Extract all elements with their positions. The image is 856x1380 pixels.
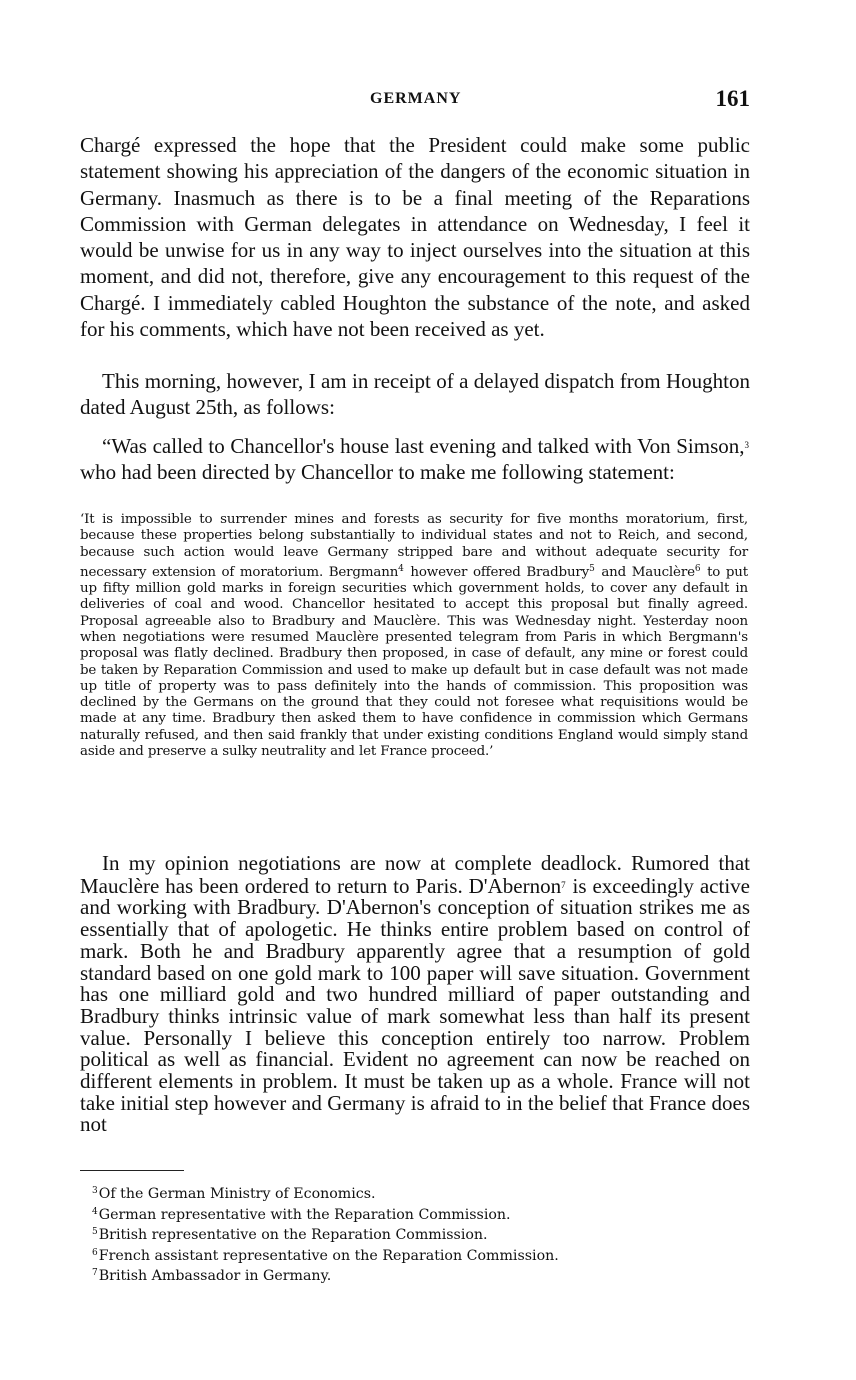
- block-quote-statement: [80, 512, 748, 760]
- footnote-ref-6: 6: [694, 563, 701, 574]
- footnote-6: [92, 1245, 692, 1266]
- chancellor-text-end: who had been directed by Chancellor to make me following statement:: [80, 460, 675, 485]
- footnote-5: [92, 1224, 692, 1245]
- footnote-mark: 5: [92, 1227, 98, 1238]
- footnotes-section: [92, 1183, 692, 1286]
- quote-text-2: however offered Bradbury: [404, 564, 590, 580]
- quote-text-4: to put up fifty million gold marks in foreign securities which government holds, to cover any default in deliveries of coal and wood. Chancellor hesitated to accept this proposal but finally agreed. Proposal agreeable also to Bradbury and Mauclère. This was Wednesday night. Yesterday noon when negotiations were resumed Mauclère presented telegram from Paris in which Bergmann's proposal was flatly declined. Bradbury then proposed, in case of default, any mine or forest could be taken by Reparation Commission and used to make up default but in case default was not made up title of property was to pass definitely into the hands of commission. This proposition was declined by the Germans on the ground that they could not foresee what requisitions would be made at any time. Bradbury then asked them to have confidence in commission which Germans naturally refused, and then said frankly that under existing conditions England would simply stand aside and preserve a sulky neutrality and let France proceed.’: [80, 564, 748, 759]
- footnote-ref-3: 3: [744, 440, 749, 450]
- page-number: 161: [715, 86, 750, 111]
- paragraph-delayed-dispatch: This morning, however, I am in receipt of a delayed dispatch from Houghton dated August 25th, as follows:: [80, 369, 750, 420]
- footnote-mark: 4: [92, 1206, 98, 1217]
- footnote-ref-7: 7: [561, 879, 566, 890]
- footnote-mark: 3: [92, 1186, 98, 1196]
- footnote-text: British Ambassador in Germany.: [98, 1268, 332, 1285]
- running-head: [80, 86, 750, 116]
- footnote-text: Of the German Ministry of Economics.: [98, 1186, 376, 1202]
- running-title: GERMANY: [370, 90, 462, 107]
- footnote-mark: 6: [92, 1247, 98, 1258]
- deadlock-text-start: In my opinion negotiations are now at complete deadlock. Rumored that Mauclère has been ordered to return to Paris. D'Abernon: [80, 851, 750, 898]
- paragraph-chancellor-house: [80, 432, 750, 486]
- quote-text-1: ‘It is impossible to surrender mines and forests as security for five months moratorium, first, because these properties belong substantially to individual states and not to Reich, and second, because such action would leave Germany stripped bare and without adequate security for necessary extension of moratorium. Bergmann: [80, 512, 748, 580]
- footnote-7: [92, 1265, 692, 1286]
- footnote-divider: [80, 1170, 184, 1171]
- paragraph-charge-statement: Chargé expressed the hope that the President could make some public statement showing his appreciation of the dangers of the economic situation in Germany. Inasmuch as there is to be a final meeting of the Reparations Commission with German delegates in attendance on Wednesday, I feel it would be unwise for us in any way to inject ourselves into the situation at this moment, and did not, therefore, give any encouragement to this request of the Chargé. I immediately cabled Houghton the substance of the note, and asked for his comments, which have not been received as yet.: [80, 133, 750, 342]
- paragraph-deadlock-opinion: [80, 853, 750, 1136]
- footnote-3: [92, 1183, 692, 1204]
- footnote-text: French assistant representative on the Reparation Commission.: [98, 1247, 559, 1264]
- quote-text-3: and Mauclère: [595, 564, 695, 580]
- footnote-ref-5: 5: [589, 563, 595, 574]
- chancellor-text-start: “Was called to Chancellor's house last evening and talked with Von Simson,: [102, 434, 745, 458]
- footnote-ref-4: 4: [398, 563, 404, 574]
- footnote-text: German representative with the Reparation Commission.: [98, 1206, 511, 1223]
- deadlock-text-end: is exceedingly active and working with Bradbury. D'Abernon's conception of situation strikes me as essentially that of apologetic. He thinks entire problem based on control of mark. Both he and Bradbury apparently agree that a resumption of gold standard based on one gold mark to 100 paper will save situation. Government has one milliard gold and two hundred milliard of paper outstanding and Bradbury thinks intrinsic value of mark somewhat less than half its present value. Personally I believe this conception entirely too narrow. Problem political as well as financial. Evident no agreement can now be reached on different elements in problem. It must be taken up as a whole. France will not take initial step however and Germany is afraid to in the belief that France does not: [80, 873, 750, 1137]
- footnote-text: British representative on the Reparation Commission.: [98, 1227, 488, 1244]
- footnote-mark: 7: [92, 1268, 98, 1279]
- footnote-4: [92, 1204, 692, 1225]
